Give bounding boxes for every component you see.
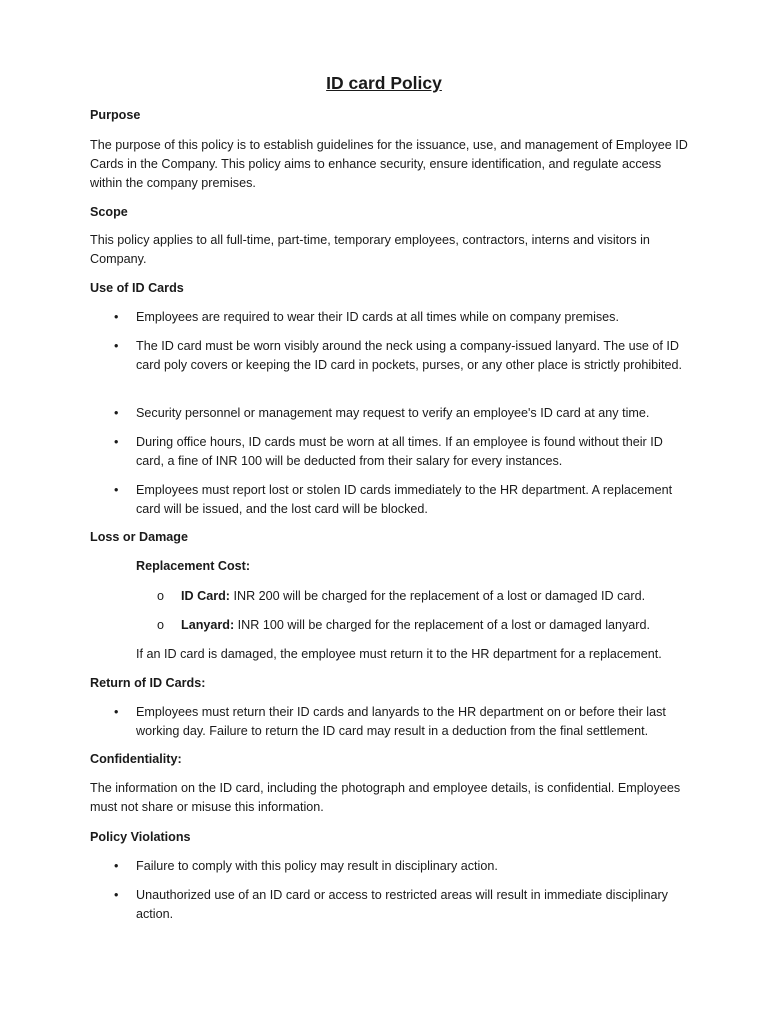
return-heading: Return of ID Cards:	[90, 676, 206, 690]
bullet-glyph: •	[114, 435, 119, 449]
violations-heading: Policy Violations	[90, 830, 191, 844]
purpose-text: The purpose of this policy is to establish guidelines for the issuance, use, and management of Employee ID Cards in the Company. This policy aims to enhance security, ensure identification, and regulate access within the company premises.	[90, 138, 688, 190]
list-item	[90, 404, 690, 423]
bullet-glyph: •	[114, 705, 119, 719]
scope-text: This policy applies to all full-time, part-time, temporary employees, contractors, interns and visitors in Company.	[90, 233, 650, 266]
bullet-glyph: •	[114, 888, 119, 902]
confidentiality-heading: Confidentiality:	[90, 752, 182, 766]
item-label: Lanyard:	[181, 618, 235, 632]
bullet-glyph: •	[114, 310, 119, 324]
sub-list-item	[154, 616, 674, 635]
circle-bullet-glyph: o	[157, 589, 165, 603]
bullet-glyph: •	[114, 859, 119, 873]
replacement-cost-heading: Replacement Cost:	[136, 559, 251, 573]
item-text: INR 100 will be charged for the replacement of a lost or damaged lanyard.	[234, 618, 651, 632]
list-item-text: The ID card must be worn visibly around the neck using a company-issued lanyard. The use of ID card poly covers or keeping the ID card in pockets, purses, or any other place is strictly prohibited.	[136, 339, 682, 372]
use-heading: Use of ID Cards	[90, 281, 184, 295]
list-item-text: Employees must report lost or stolen ID cards immediately to the HR department. A replacement card will be issued, and the lost card will be blocked.	[136, 483, 673, 516]
bullet-glyph: •	[114, 406, 119, 420]
page-title: ID card Policy	[326, 73, 442, 93]
confidentiality-text: The information on the ID card, including the photograph and employee details, is confidential. Employees must not share or misuse this information.	[90, 781, 681, 814]
bullet-glyph: •	[114, 483, 119, 497]
item-label: ID Card:	[181, 589, 230, 603]
list-item	[90, 337, 690, 375]
list-item-text: Security personnel or management may request to verify an employee's ID card at any time.	[136, 406, 650, 420]
list-item-text: Failure to comply with this policy may result in disciplinary action.	[136, 859, 498, 873]
list-item	[90, 886, 690, 924]
list-item	[90, 703, 690, 741]
list-item-text: Employees must return their ID cards and lanyards to the HR department on or before their last working day. Failure to return the ID card may result in a deduction from the final settlement.	[136, 705, 666, 738]
item-text: INR 200 will be charged for the replacement of a lost or damaged ID card.	[229, 589, 646, 603]
list-item	[90, 433, 690, 471]
bullet-glyph: •	[114, 339, 119, 353]
list-item	[90, 857, 690, 876]
damage-note: If an ID card is damaged, the employee must return it to the HR department for a replacement.	[136, 647, 662, 661]
list-item-text: Unauthorized use of an ID card or access to restricted areas will result in immediate disciplinary action.	[136, 888, 668, 921]
circle-bullet-glyph: o	[157, 618, 165, 632]
list-item-text: During office hours, ID cards must be worn at all times. If an employee is found without their ID card, a fine of INR 100 will be deducted from their salary for every instances.	[136, 435, 663, 468]
sub-list-item	[154, 587, 674, 606]
list-item	[90, 308, 690, 327]
list-item-text: Employees are required to wear their ID cards at all times while on company premises.	[136, 310, 619, 324]
list-item	[90, 481, 690, 519]
scope-heading: Scope	[90, 205, 128, 219]
loss-heading: Loss or Damage	[90, 530, 188, 544]
purpose-heading: Purpose	[90, 108, 141, 122]
